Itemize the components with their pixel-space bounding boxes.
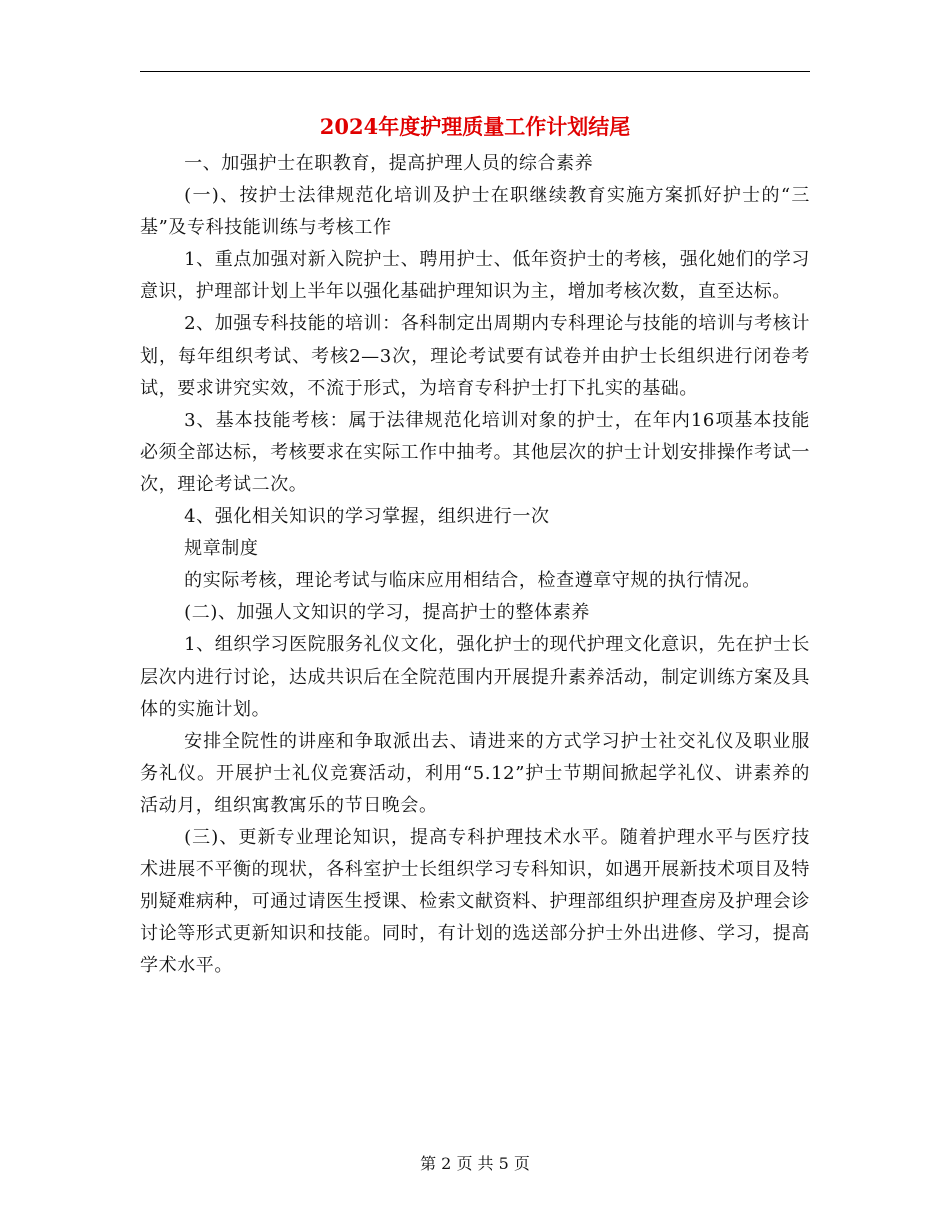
paragraph-item-2: 2、加强专科技能的培训：各科制定出周期内专科理论与技能的培训与考核计划，每年组织考试、考核2—3次，理论考试要有试卷并由护士长组织进行闭卷考试，要求讲究实效，不流于形式，为培育专科护士打下扎实的基础。 xyxy=(140,313,810,399)
paragraph-item-3: 3、基本技能考核：属于法律规范化培训对象的护士，在年内16项基本技能必须全部达标，考核要求在实际工作中抽考。其他层次的护士计划安排操作考试一次，理论考试二次。 xyxy=(140,409,810,495)
paragraph-item-4: 4、强化相关知识的学习掌握，组织进行一次 xyxy=(184,506,550,528)
header-rule xyxy=(140,71,810,72)
paragraph-subsection-1-heading: (一)、按护士法律规范化培训及护士在职继续教育实施方案抓好护士的“三基”及专科技能训练与考核工作 xyxy=(140,185,810,239)
document-body xyxy=(140,148,810,982)
paragraph-item-4-fragment: 规章制度 xyxy=(184,538,259,560)
document-title: 2024年度护理质量工作计划结尾 xyxy=(319,114,631,139)
paragraph-item-1: 1、重点加强对新入院护士、聘用护士、低年资护士的考核，强化她们的学习意识，护理部计划上半年以强化基础护理知识为主，增加考核次数，直至达标。 xyxy=(140,249,810,303)
page-number-footer: 第 2 页 共 5 页 xyxy=(420,1154,530,1173)
paragraph-etiquette-activities: 安排全院性的讲座和争取派出去、请进来的方式学习护士社交礼仪及职业服务礼仪。开展护士礼仪竞赛活动，利用“5.12”护士节期间掀起学礼仪、讲素养的活动月，组织寓教寓乐的节日晚会。 xyxy=(140,730,810,816)
paragraph-etiquette-culture: 1、组织学习医院服务礼仪文化，强化护士的现代护理文化意识，先在护士长层次内进行讨论，达成共识后在全院范围内开展提升素养活动，制定训练方案及具体的实施计划。 xyxy=(140,634,810,720)
paragraph-item-4-continuation: 的实际考核，理论考试与临床应用相结合，检查遵章守规的执行情况。 xyxy=(184,570,761,592)
paragraph-subsection-3: (三)、更新专业理论知识，提高专科护理技术水平。随着护理水平与医疗技术进展不平衡的现状，各科室护士长组织学习专科知识，如遇开展新技术项目及特别疑难病种，可通过请医生授课、检索文献资料、护理部组织护理查房及护理会诊讨论等形式更新知识和技能。同时，有计划的选送部分护士外出进修、学习，提高学术水平。 xyxy=(140,826,810,977)
paragraph-section-1-heading: 一、加强护士在职教育，提高护理人员的综合素养 xyxy=(184,153,594,174)
paragraph-subsection-2-heading: (二)、加强人文知识的学习，提高护士的整体素养 xyxy=(184,602,590,624)
